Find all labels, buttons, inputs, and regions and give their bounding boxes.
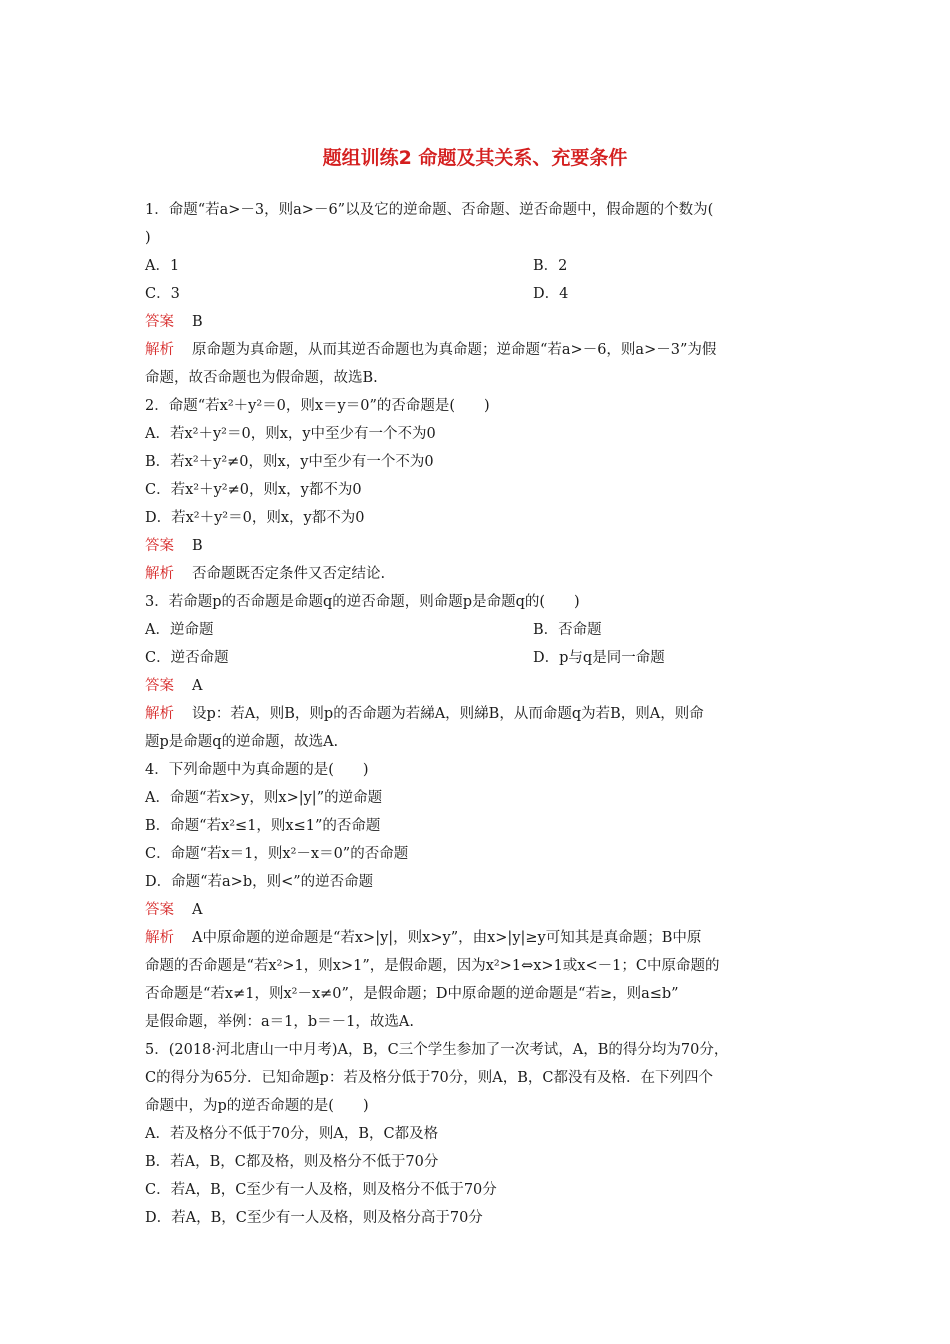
analysis-label: 解析 — [145, 706, 174, 722]
q2-stem: 2．命题“若x²＋y²＝0，则x＝y＝0”的否命题是( ) — [145, 398, 490, 414]
q2-answer-value: B — [192, 538, 203, 554]
q3-options-row-1 — [145, 616, 810, 644]
q1-option-b: B．2 — [533, 258, 568, 274]
q1-option-a: A．1 — [145, 258, 180, 274]
q5-stem-line-2: C的得分为65分．已知命题p：若及格分低于70分，则A，B，C都没有及格．在下列四个 — [145, 1070, 713, 1086]
q1-option-c: C．3 — [145, 286, 180, 302]
q3-options-row-2 — [145, 644, 810, 672]
q4-option-c: C．命题“若x＝1，则x²－x＝0”的否命题 — [145, 846, 409, 862]
q4-option-d: D．命题“若a>b，则<”的逆否命题 — [145, 874, 374, 890]
q2-answer — [145, 532, 810, 560]
q4-answer-value: A — [192, 902, 203, 918]
answer-label: 答案 — [145, 902, 174, 918]
q5-option-c: C．若A，B，C至少有一人及格，则及格分不低于70分 — [145, 1182, 497, 1198]
q2-analysis-text: 否命题既否定条件又否定结论. — [192, 566, 386, 582]
q5-option-b: B．若A，B，C都及格，则及格分不低于70分 — [145, 1154, 439, 1170]
q1-stem-line-2: ) — [145, 230, 151, 246]
analysis-label: 解析 — [145, 930, 174, 946]
answer-label: 答案 — [145, 538, 174, 554]
q4-analysis-line-3: 否命题是“若x≠1，则x²－x≠0”，是假命题；D中原命题的逆命题是“若≥，则a≤b” — [145, 986, 679, 1002]
q4-option-b: B．命题“若x²≤1，则x≤1”的否命题 — [145, 818, 381, 834]
q3-analysis-line-1 — [145, 700, 810, 728]
q2-option-a: A．若x²＋y²＝0，则x，y中至少有一个不为0 — [145, 426, 436, 442]
q3-answer — [145, 672, 810, 700]
q3-option-c: C．逆否命题 — [145, 650, 229, 666]
q1-options-row-1 — [145, 252, 810, 280]
q2-analysis-line — [145, 560, 810, 588]
question-list — [145, 196, 810, 1232]
q1-analysis-line-1 — [145, 336, 810, 364]
q3-stem: 3．若命题p的否命题是命题q的逆否命题，则命题p是命题q的( ) — [145, 594, 580, 610]
answer-label: 答案 — [145, 678, 174, 694]
q5-stem-line-1: 5．(2018·河北唐山一中月考)A，B，C三个学生参加了一次考试，A，B的得分均为70分， — [145, 1042, 729, 1058]
q1-answer-value: B — [192, 314, 203, 330]
q4-analysis-text-1: A中原命题的逆命题是“若x>|y|，则x>y”，由x>|y|≥y可知其是真命题；B中原 — [192, 930, 702, 946]
q3-option-d: D．p与q是同一命题 — [533, 650, 665, 666]
q1-analysis-text-1: 原命题为真命题，从而其逆否命题也为真命题；逆命题“若a>－6，则a>－3”为假 — [192, 342, 717, 358]
q3-analysis-line-2: 题p是命题q的逆命题，故选A. — [145, 734, 339, 750]
q1-options-row-2 — [145, 280, 810, 308]
q3-option-b: B．否命题 — [533, 622, 602, 638]
q4-option-a: A．命题“若x>y，则x>|y|”的逆命题 — [145, 790, 383, 806]
analysis-label: 解析 — [145, 342, 174, 358]
page-title: 题组训练2 命题及其关系、充要条件 — [322, 147, 628, 169]
q3-option-a: A．逆命题 — [145, 622, 214, 638]
q5-option-d: D．若A，B，C至少有一人及格，则及格分高于70分 — [145, 1210, 483, 1226]
analysis-label: 解析 — [145, 566, 174, 582]
q2-option-c: C．若x²＋y²≠0，则x，y都不为0 — [145, 482, 362, 498]
answer-label: 答案 — [145, 314, 174, 330]
q1-option-d: D．4 — [533, 286, 569, 302]
q4-analysis-line-1 — [145, 924, 810, 952]
q1-answer — [145, 308, 810, 336]
q2-option-d: D．若x²＋y²＝0，则x，y都不为0 — [145, 510, 365, 526]
q4-analysis-line-2: 命题的否命题是“若x²>1，则x>1”，是假命题，因为x²>1⇔x>1或x<－1；C中原命题的 — [145, 958, 720, 974]
q2-option-b: B．若x²＋y²≠0，则x，y中至少有一个不为0 — [145, 454, 434, 470]
q1-analysis-line-2: 命题，故否命题也为假命题，故选B. — [145, 370, 378, 386]
q5-stem-line-3: 命题中，为p的逆否命题的是( ) — [145, 1098, 369, 1114]
q4-analysis-line-4: 是假命题，举例：a＝1，b＝－1，故选A. — [145, 1014, 414, 1030]
q4-stem: 4．下列命题中为真命题的是( ) — [145, 762, 369, 778]
q1-stem-line-1: 1．命题“若a>－3，则a>－6”以及它的逆命题、否命题、逆否命题中，假命题的个数为( — [145, 202, 714, 218]
q4-answer — [145, 896, 810, 924]
q5-option-a: A．若及格分不低于70分，则A，B，C都及格 — [145, 1126, 439, 1142]
q3-answer-value: A — [192, 678, 203, 694]
q3-analysis-text-1: 设p：若A，则B，则p的否命题为若綈A，则綈B，从而命题q为若B，则A，则命 — [192, 706, 704, 722]
